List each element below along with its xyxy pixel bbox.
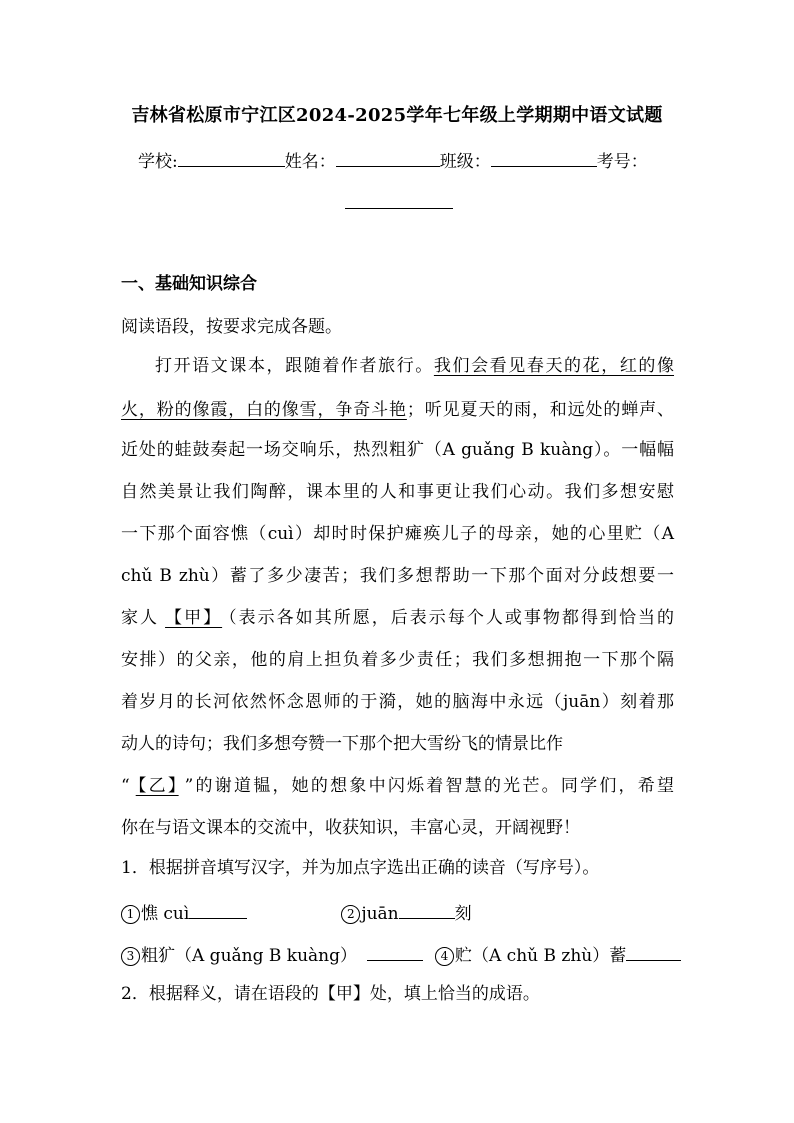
blank-jia[interactable]: 【甲】 <box>165 608 223 628</box>
passage-line-3: 近处的蛙鼓奏起一场交响乐，热烈粗犷（A guǎng B kuàng）。一幅幅 <box>121 440 674 460</box>
number-label: 考号： <box>596 152 648 172</box>
passage-line-1 <box>155 354 674 378</box>
section-heading: 一、基础知识综合 <box>121 274 257 294</box>
passage-text: ；听见夏天的雨，和远处的蝉声、 <box>406 400 675 420</box>
answer-blank-2[interactable] <box>399 898 455 919</box>
passage-line-4: 自然美景让我们陶醉，课本里的人和事更让我们心动。我们多想安慰 <box>121 482 674 502</box>
circled-number: 3 <box>121 947 140 966</box>
underlined-sentence: 我们会看见春天的花，红的像 <box>433 356 675 376</box>
circled-number: 4 <box>435 947 454 966</box>
passage-line-12: 你在与语文课本的交流中，收获知识，丰富心灵，开阔视野！ <box>121 818 580 838</box>
passage-text: 家人 <box>121 608 160 628</box>
answer-blank-3[interactable] <box>367 940 423 961</box>
number-blank[interactable] <box>345 208 453 209</box>
instruction: 阅读语段，按要求完成各题。 <box>121 317 342 337</box>
item-text: 贮（A chǔ B zhù）蓄 <box>455 946 627 966</box>
blank-yi[interactable]: 【乙】 <box>135 776 179 796</box>
answer-blank-1[interactable] <box>189 898 247 919</box>
passage-text: 打开语文课本，跟随着作者旅行。 <box>155 356 434 376</box>
passage-line-10: 动人的诗句；我们多想夸赞一下那个把大雪纷飞的情景比作 <box>121 734 563 754</box>
item-text: 刻 <box>454 904 472 924</box>
item-text: juān <box>361 904 399 924</box>
student-info-row <box>138 148 678 174</box>
passage-line-8: 安排）的父亲，他的肩上担负着多少责任；我们多想拥抱一下那个隔 <box>121 650 674 670</box>
passage-text: ”的谢道韫，她的想象中闪烁着智慧的光芒。同学们，希望 <box>184 776 674 796</box>
item-text: 粗犷（A guǎng B kuàng） <box>141 946 357 966</box>
class-label: 班级： <box>439 152 491 172</box>
passage-line-5: 一下那个面容憔（cuì）却时时保护瘫痪儿子的母亲，她的心里贮（A <box>121 524 674 544</box>
passage-line-11 <box>121 774 674 798</box>
item-text: 憔 cuì <box>141 904 190 924</box>
passage-line-2 <box>121 398 674 422</box>
question-1-row-2 <box>121 940 681 968</box>
school-label: 学校: <box>138 152 178 172</box>
name-label: 姓名： <box>284 152 336 172</box>
answer-blank-4[interactable] <box>626 940 681 961</box>
school-blank[interactable] <box>178 148 285 167</box>
question-1-row-1 <box>121 898 681 926</box>
passage-line-7 <box>121 606 674 630</box>
exam-title: 吉林省松原市宁江区2024-2025学年七年级上学期期中语文试题 <box>131 105 663 126</box>
circled-number: 1 <box>121 905 140 924</box>
passage-line-9: 着岁月的长河依然怀念恩师的于漪，她的脑海中永远（juān）刻着那 <box>121 692 674 712</box>
question-2-stem: 2．根据释义，请在语段的【甲】处，填上恰当的成语。 <box>121 984 540 1004</box>
class-blank[interactable] <box>491 148 597 167</box>
circled-number: 2 <box>341 905 360 924</box>
underlined-sentence: 火，粉的像霞，白的像雪，争奇斗艳 <box>121 400 407 420</box>
passage-text: “ <box>121 776 130 796</box>
passage-line-6: chǔ B zhù）蓄了多少凄苦；我们多想帮助一下那个面对分歧想要一 <box>121 566 674 586</box>
passage-text: （表示各如其所愿，后表示每个人或事物都得到恰当的 <box>228 608 675 628</box>
question-1-stem: 1．根据拼音填写汉字，并为加点字选出正确的读音（写序号）。 <box>121 858 600 878</box>
name-blank[interactable] <box>336 148 440 167</box>
